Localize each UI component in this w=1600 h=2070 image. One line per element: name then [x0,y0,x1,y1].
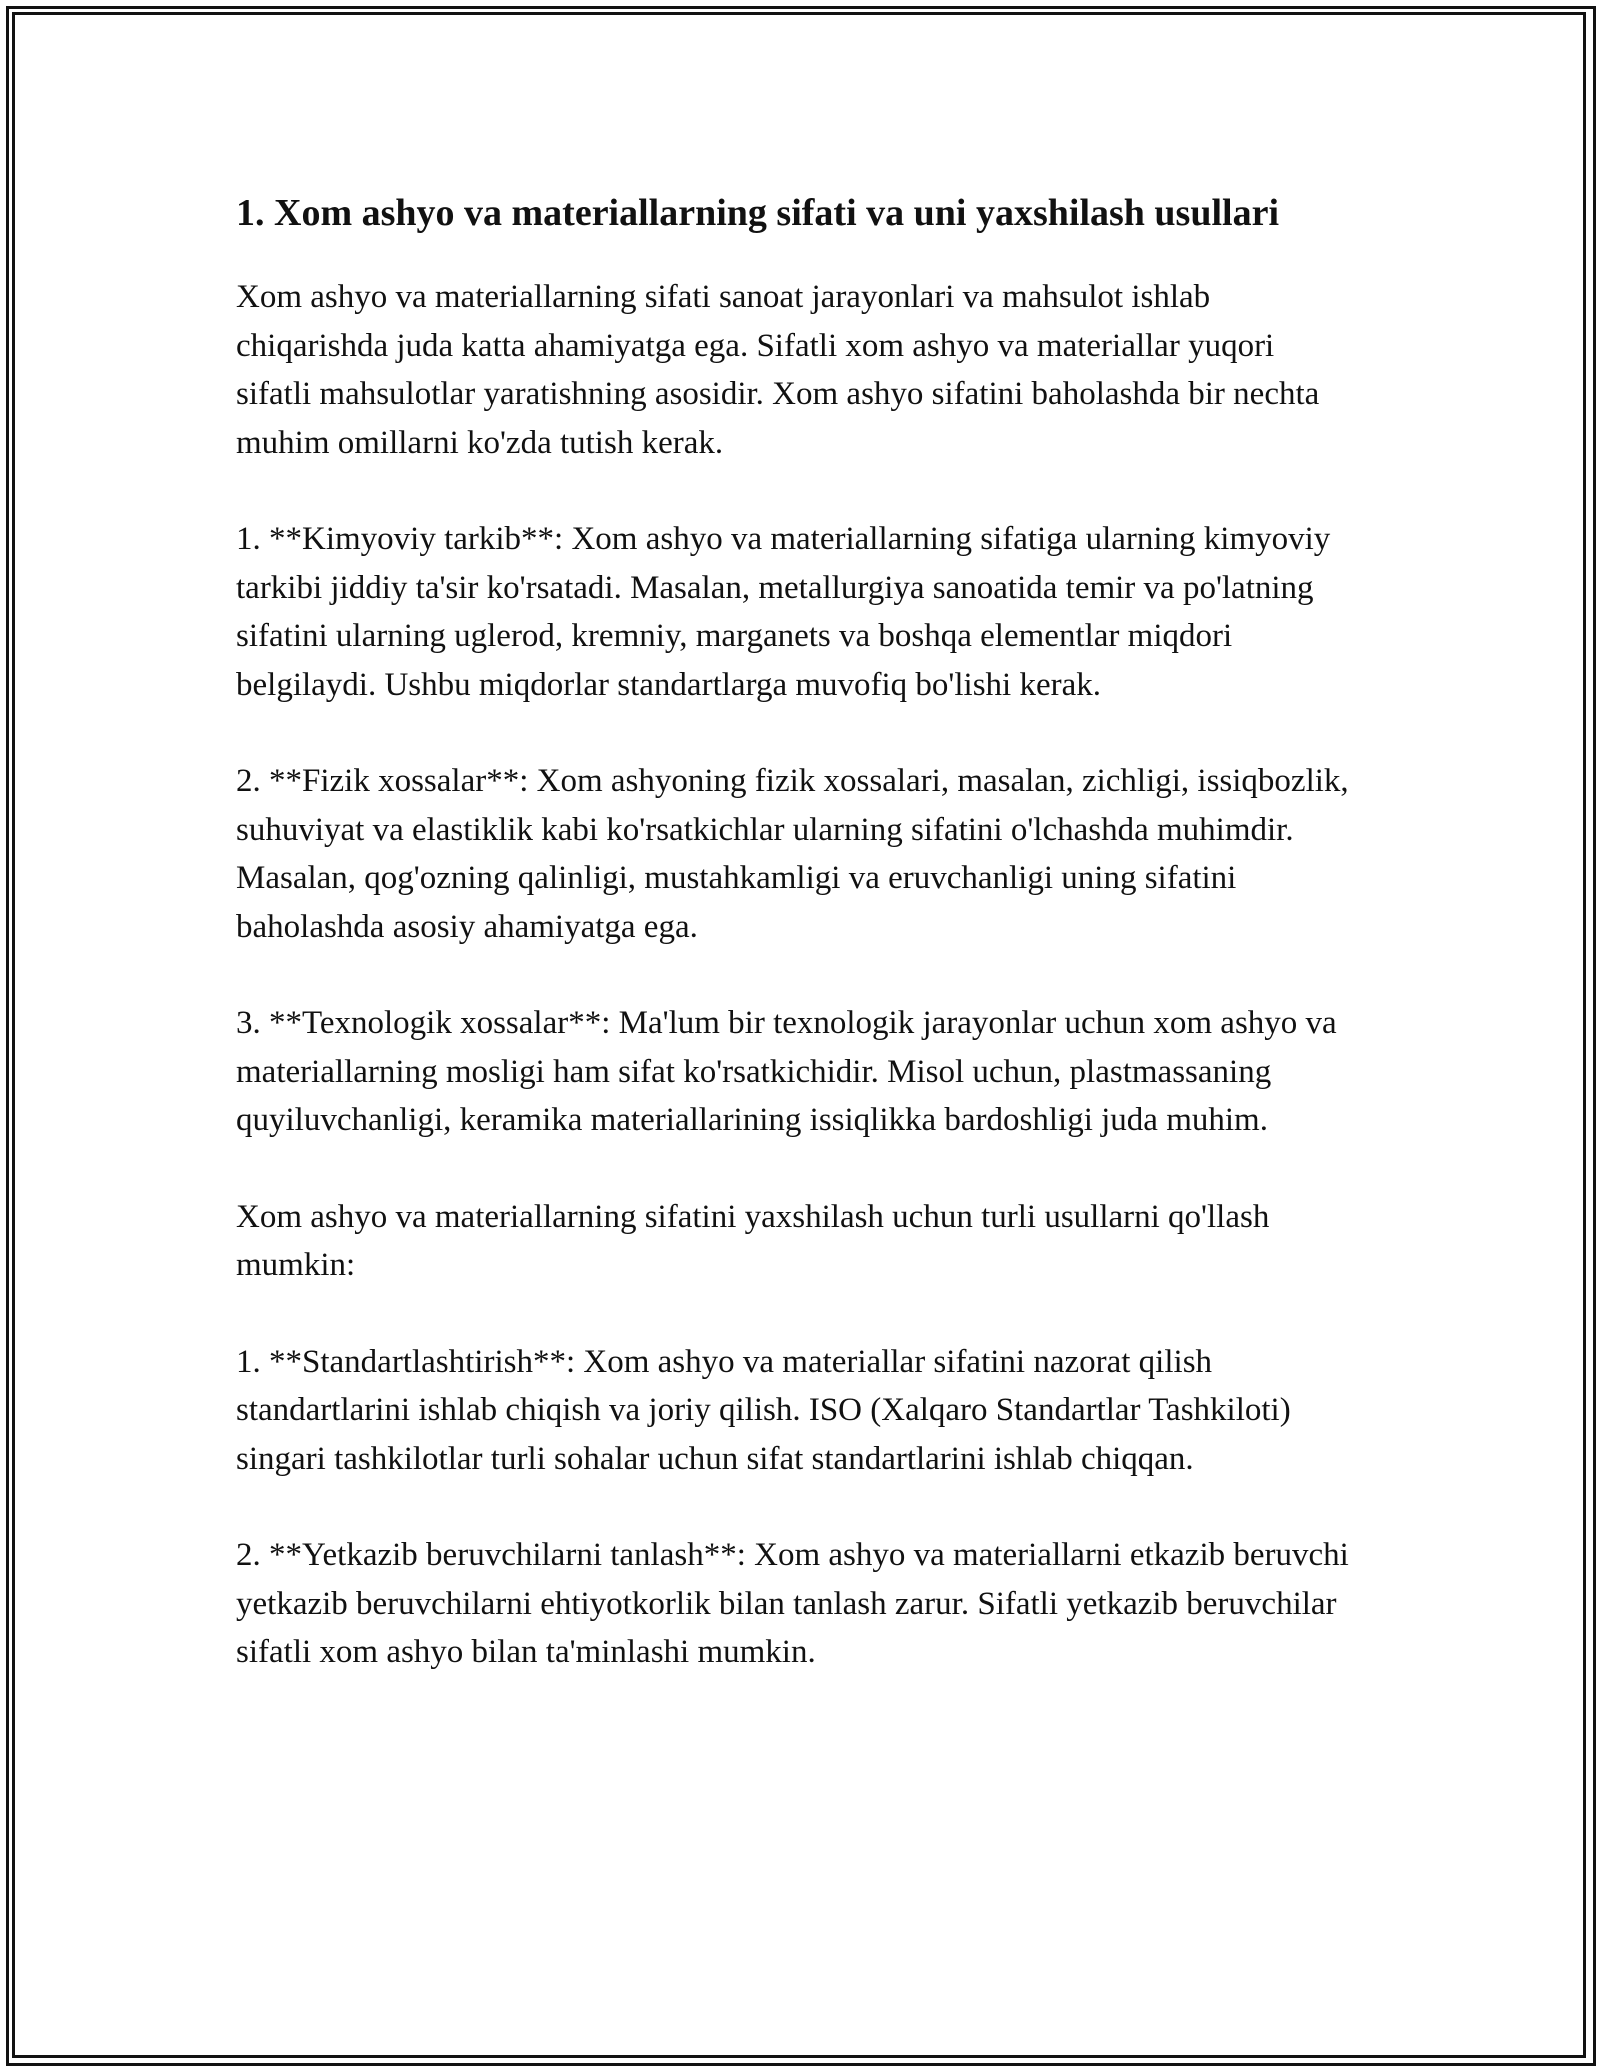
document-body [236,186,1356,1725]
document-title: 1. Xom ashyo va materiallarning sifati va uni yaxshilash usullari [236,192,1280,234]
paragraph-intro: Xom ashyo va materiallarning sifati sanoat jarayonlari va mahsulot ishlab chiqarishda juda katta ahamiyatga ega. Sifatli xom ashyo va materiallar yuqori sifatli mahsulotlar yaratishning asosidir. Xom ashyo sifatini baholashda bir nechta muhim omillarni ko'zda tutish kerak. [236,279,1320,461]
paragraph-technological-properties: 3. **Texnologik xossalar**: Ma'lum bir texnologik jarayonlar uchun xom ashyo va materiallarning mosligi ham sifat ko'rsatkichidir. Misol uchun, plastmassaning quyiluvchanligi, keramika materiallarining issiqlikka bardoshligi juda muhim. [236,1005,1337,1138]
paragraph-improvement-intro: Xom ashyo va materiallarning sifatini yaxshilash uchun turli usullarni qo'llash mumkin: [236,1198,1270,1283]
paragraph-supplier-selection: 2. **Yetkazib beruvchilarni tanlash**: Xom ashyo va materiallarni etkazib beruvchi yetkazib beruvchilarni ehtiyotkorlik bilan tanlash zarur. Sifatli yetkazib beruvchilar sifatli xom ashyo bilan ta'minlashi mumkin. [236,1537,1349,1670]
paragraph-standardization: 1. **Standartlashtirish**: Xom ashyo va materiallar sifatini nazorat qilish standartlarini ishlab chiqish va joriy qilish. ISO (Xalqaro Standartlar Tashkiloti) singari tashkilotlar turli sohalar uchun sifat standartlarini ishlab chiqqan. [236,1343,1291,1477]
paragraph-physical-properties: 2. **Fizik xossalar**: Xom ashyoning fizik xossalari, masalan, zichligi, issiqbozlik, suhuviyat va elastiklik kabi ko'rsatkichlar ularning sifatini o'lchashda muhimdir. Masalan, qog'ozning qalinligi, mustahkamligi va eruvchanligi uning sifatini baholashda asosiy ahamiyatga ega. [236,763,1349,945]
paragraph-chemical-composition: 1. **Kimyoviy tarkib**: Xom ashyo va materiallarning sifatiga ularning kimyoviy tarkibi jiddiy ta'sir ko'rsatadi. Masalan, metallurgiya sanoatida temir va po'latning sifatini ularning uglerod, kremniy, marganets va boshqa elementlar miqdori belgilaydi. Ushbu miqdorlar standartlarga muvofiq bo'lishi kerak. [236,521,1331,703]
